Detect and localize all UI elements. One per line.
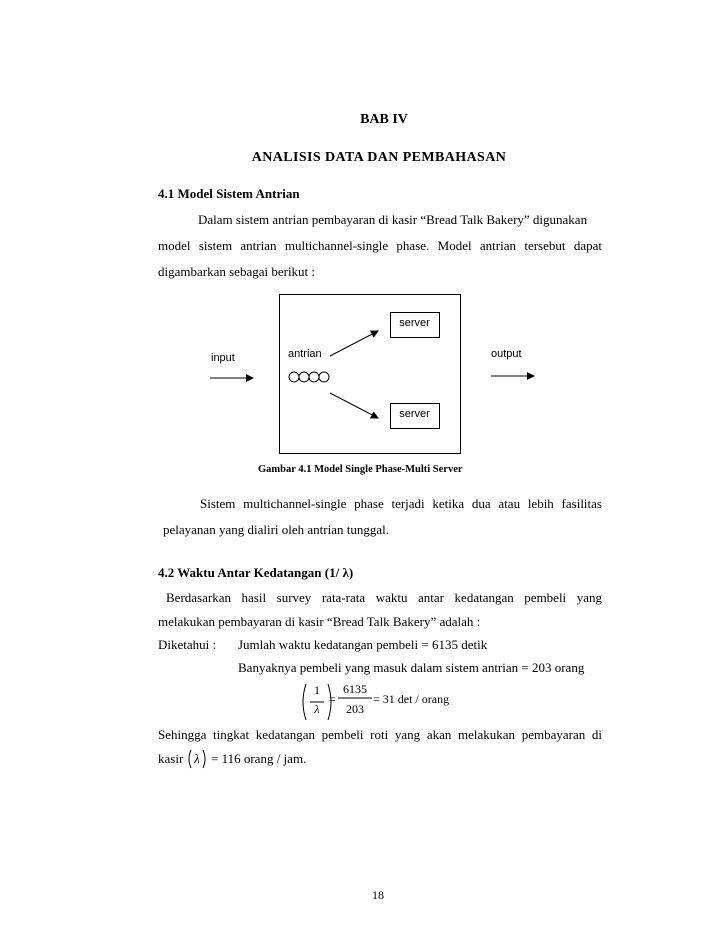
known-item-1: Jumlah waktu kedatangan pembeli = 6135 detik [238,637,488,652]
para2-line-2: pelayanan yang dialiri oleh antrian tunggal. [163,522,389,537]
queue-circle [309,372,319,382]
formula-rhs-denominator: 203 [346,702,364,716]
queue-label: antrian [288,348,322,360]
arrow-to-server-bottom [330,393,378,418]
conclusion-line-1: Sehingga tingkat kedatangan pembeli roti yang akan melakukan pembayaran di [158,727,602,742]
conclusion-value: = 116 orang / jam. [211,751,307,766]
section1-para-line-3: digambarkan sebagai berikut : [158,264,316,279]
queue-circle [299,372,309,382]
chapter-heading: BAB IV [360,112,408,127]
conclusion-lambda: λ [194,751,200,766]
input-label: input [211,352,235,364]
section1-para-line-1: Dalam sistem antrian pembayaran di kasir “Bread Talk Bakery” digunakan [198,212,588,227]
formula-equals: = [329,692,336,706]
para2-line-1: Sistem multichannel-single phase terjadi ketika dua atau lebih fasilitas [200,496,602,511]
formula-fraction-bar [338,697,372,699]
known-label: Diketahui : [158,637,217,652]
section2-para-line-2: melakukan pembayaran di kasir “Bread Talk Bakery” adalah : [158,614,481,629]
queue-circle [319,372,329,382]
page-number: 18 [372,888,384,902]
known-item-2: Banyaknya pembeli yang masuk dalam sistem antrian = 203 orang [238,660,585,675]
section-heading-4-1: 4.1 Model Sistem Antrian [158,186,300,201]
figure-caption: Gambar 4.1 Model Single Phase-Multi Server [258,464,463,475]
server-label-top: server [399,317,430,329]
arrow-to-server-top [330,331,378,356]
queue-circles [289,372,329,382]
output-label: output [491,348,522,360]
section2-para-line-1: Berdasarkan hasil survey rata-rata waktu antar kedatangan pembeli yang [166,590,602,605]
formula-lhs-denominator: λ [314,702,320,716]
chapter-title: ANALISIS DATA DAN PEMBAHASAN [251,150,507,165]
formula-lhs-numerator: 1 [314,683,320,697]
section-heading-4-2: 4.2 Waktu Antar Kedatangan (1/ λ) [158,565,354,580]
formula-rhs-numerator: 6135 [343,682,367,696]
conclusion-line-2-prefix: kasir [158,751,184,766]
queue-circle [289,372,299,382]
section1-para-line-2: model sistem antrian multichannel-single phase. Model antrian tersebut dapat [158,238,602,253]
formula-result: = 31 det / orang [373,692,450,706]
server-label-bottom: server [399,408,430,420]
